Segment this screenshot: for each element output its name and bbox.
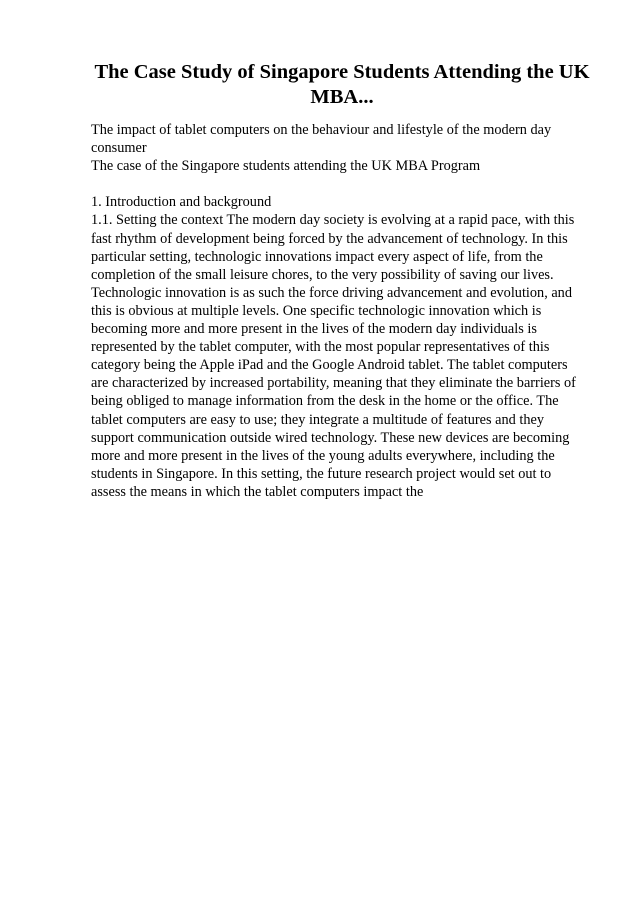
body-line: support communication outside wired technology. These new devices are becoming (91, 429, 570, 446)
body-line: completion of the small leisure chores, to the very possibility of saving our lives. (91, 266, 554, 283)
body-line: represented by the tablet computer, with the most popular representatives of this (91, 339, 550, 356)
body-line: becoming more and more present in the lives of the modern day individuals is (91, 321, 537, 338)
title-line: MBA... (310, 86, 374, 108)
body-line: this is obvious at multiple levels. One specific technologic innovation which is (91, 302, 542, 319)
body-line: assess the means in which the tablet computers impact the (91, 483, 424, 500)
title-line: The Case Study of Singapore Students Attending the UK (94, 61, 590, 83)
paragraph-gap (91, 175, 601, 193)
body-line: being obliged to manage information from the desk in the home or the office. The (91, 393, 559, 410)
subtitle-line: consumer (91, 140, 147, 157)
document-title (92, 60, 592, 110)
body-line: Technologic innovation is as such the force driving advancement and evolution, and (91, 284, 572, 301)
document-body (91, 121, 601, 501)
subtitle-line: The case of the Singapore students attending the UK MBA Program (91, 158, 481, 175)
body-line: 1.1. Setting the context The modern day society is evolving at a rapid pace, with this (91, 212, 575, 229)
body-line: tablet computers are easy to use; they integrate a multitude of features and they (91, 411, 544, 428)
subtitle-line: The impact of tablet computers on the behaviour and lifestyle of the modern day (91, 122, 552, 138)
body-line: more and more present in the lives of the young adults everywhere, including the (91, 447, 555, 464)
section-heading: 1. Introduction and background (91, 194, 272, 211)
body-line: category being the Apple iPad and the Google Android tablet. The tablet computers (91, 357, 568, 374)
body-line: are characterized by increased portability, meaning that they eliminate the barriers of (91, 375, 576, 392)
body-line: fast rhythm of development being forced by the advancement of technology. In this (91, 230, 568, 247)
body-line: students in Singapore. In this setting, the future research project would set out to (91, 465, 552, 482)
body-line: particular setting, technologic innovations impact every aspect of life, from the (91, 248, 543, 265)
